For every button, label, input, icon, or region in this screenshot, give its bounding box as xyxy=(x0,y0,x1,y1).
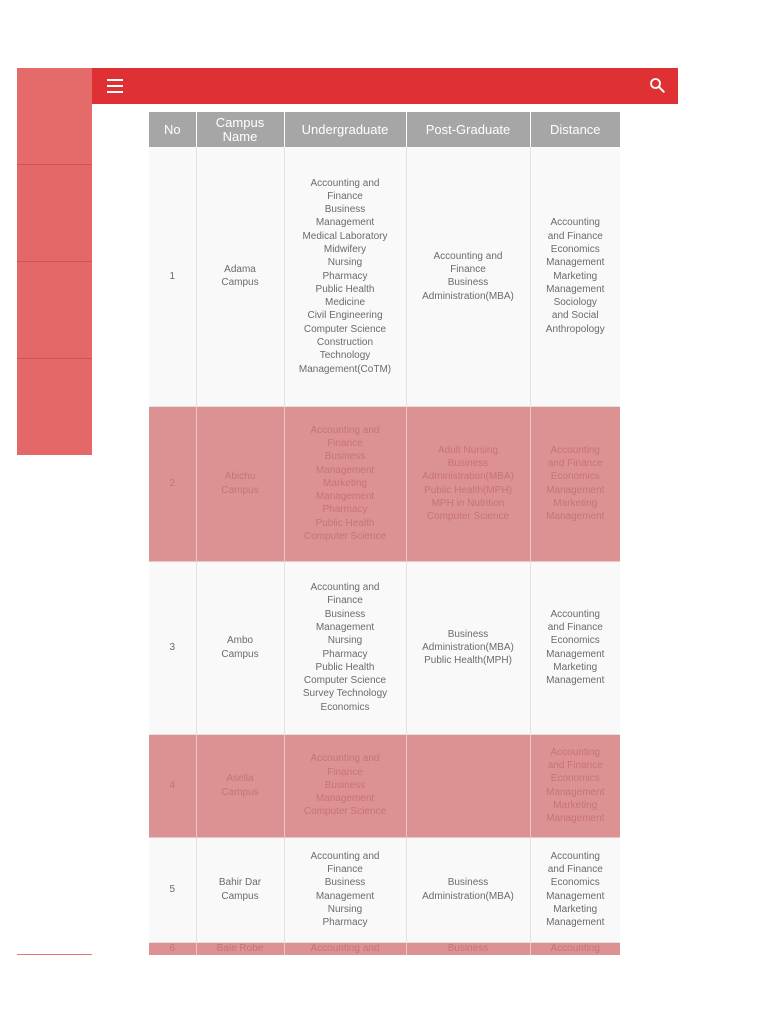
row-number-cell: 3 xyxy=(149,561,196,734)
cell-text-line: Business xyxy=(447,277,489,289)
cell-text-line: Management xyxy=(315,464,375,476)
cell-text-line: Business xyxy=(447,877,489,889)
undergraduate-cell xyxy=(284,942,406,955)
cell-text-line: Administration(MBA) xyxy=(422,890,514,902)
header-undergraduate: Undergraduate xyxy=(284,112,406,147)
undergraduate-cell xyxy=(284,147,406,406)
cell-text-line: Business xyxy=(324,779,366,791)
row-number-cell: 5 xyxy=(149,837,196,942)
table-row xyxy=(149,734,620,837)
cell-text-line: Technology xyxy=(319,350,371,362)
cell-text-line: Economics xyxy=(550,773,600,785)
cell-text-line: Management(CoTM) xyxy=(298,363,392,375)
cell-text-line: Management xyxy=(546,257,605,269)
cell-text-line: Computer Science xyxy=(303,675,387,687)
cell-text-line: Finance xyxy=(327,863,363,875)
cell-text-line: Civil Engineering xyxy=(307,310,383,322)
campus-name-cell xyxy=(196,837,284,942)
cell-text-line: Economics xyxy=(320,701,370,713)
cell-text-line: Business xyxy=(324,877,366,889)
cell-text-line: Asella xyxy=(226,773,254,785)
campus-name-cell xyxy=(196,734,284,837)
cell-text-line: and Finance xyxy=(547,621,603,633)
table-row xyxy=(149,406,620,561)
cell-text-line: Management xyxy=(546,484,605,496)
postgraduate-cell xyxy=(406,942,530,955)
cell-text-line: Management xyxy=(546,813,605,825)
cell-text-line: Management xyxy=(315,793,375,805)
cell-text-line: Finance xyxy=(450,263,486,275)
cell-text-line: Marketing xyxy=(553,799,598,811)
distance-cell xyxy=(530,406,620,561)
cell-text-line: Construction xyxy=(316,337,374,349)
undergraduate-cell xyxy=(284,561,406,734)
distance-cell xyxy=(530,561,620,734)
postgraduate-cell xyxy=(406,561,530,734)
cell-text-line: Sociology xyxy=(553,297,597,309)
cell-text-line: Public Health xyxy=(315,517,375,529)
sidebar-tile[interactable] xyxy=(17,359,92,455)
cell-text-line: Management xyxy=(546,890,605,902)
cell-text-line: Marketing xyxy=(553,497,598,509)
cell-text-line: Management xyxy=(546,283,605,295)
cell-text-line: Accounting and xyxy=(310,753,380,765)
cell-text-line: Accounting and xyxy=(310,582,380,594)
cell-text-line: Economics xyxy=(550,635,600,647)
cell-text-line: Management xyxy=(315,491,375,503)
cell-text-line: Accounting xyxy=(550,444,600,456)
cell-text-line: Abichu xyxy=(224,471,256,483)
cell-text-line: Accounting and xyxy=(310,424,380,436)
row-number-cell: 2 xyxy=(149,406,196,561)
cell-text-line: Pharmacy xyxy=(322,917,368,929)
cell-text-line: Finance xyxy=(327,190,363,202)
cell-text-line: Computer Science xyxy=(426,511,510,523)
cell-text-line: and Social xyxy=(551,310,599,322)
cell-text-line: Management xyxy=(546,917,605,929)
cell-text-line: Finance xyxy=(327,766,363,778)
distance-cell xyxy=(530,734,620,837)
distance-cell xyxy=(530,837,620,942)
cell-text-line: Management xyxy=(546,511,605,523)
distance-cell xyxy=(530,147,620,406)
hamburger-menu-icon[interactable] xyxy=(107,79,123,93)
cell-text-line: Medical Laboratory xyxy=(302,230,388,242)
cell-text-line: Public Health xyxy=(315,283,375,295)
table-row xyxy=(149,837,620,942)
sidebar-tile[interactable] xyxy=(17,262,92,359)
table-header-row xyxy=(149,112,620,147)
cell-text-line: Adult Nursing xyxy=(437,444,499,456)
cell-text-line: Computer Science xyxy=(303,531,387,543)
cell-text-line: Nursing xyxy=(327,257,363,269)
cell-text-line: Public Health xyxy=(315,661,375,673)
cell-text-line: Economics xyxy=(550,471,600,483)
table-row xyxy=(149,942,620,955)
cell-text-line: Ambo xyxy=(226,635,254,647)
cell-text-line: Finance xyxy=(327,437,363,449)
row-number-cell: 1 xyxy=(149,147,196,406)
cell-text-line: Administration(MBA) xyxy=(422,290,514,302)
cell-text-line: Nursing xyxy=(327,635,363,647)
cell-text-line: Management xyxy=(315,621,375,633)
cell-text-line: Business xyxy=(324,451,366,463)
cell-text-line: Accounting xyxy=(550,217,600,229)
cell-text-line: Bahir Dar xyxy=(218,877,262,889)
cell-text-line: Accounting and xyxy=(433,250,503,262)
campus-name-cell xyxy=(196,147,284,406)
cell-text-line: Pharmacy xyxy=(322,648,368,660)
campus-name-cell xyxy=(196,942,284,955)
sidebar-tile[interactable] xyxy=(17,165,92,262)
cell-text-line: MPH in Nutrition xyxy=(431,497,505,509)
cell-text-line: Economics xyxy=(550,244,600,255)
sidebar-tile[interactable] xyxy=(17,68,92,165)
postgraduate-cell xyxy=(406,734,530,837)
cell-text-line: Finance xyxy=(327,595,363,607)
cell-text-line: Management xyxy=(546,675,605,687)
table-row xyxy=(149,147,620,406)
header-campus-name: Campus Name xyxy=(196,112,284,147)
cell-text-line: Computer Science xyxy=(303,806,387,818)
row-number-cell: 4 xyxy=(149,734,196,837)
cell-text-line: Management xyxy=(546,648,605,660)
cell-text-line: Campus xyxy=(221,484,259,496)
cell-text-line: Adama xyxy=(224,263,256,275)
cell-text-line: and Finance xyxy=(547,759,603,771)
cell-text-line: Campus xyxy=(221,890,259,902)
table-row xyxy=(149,561,620,734)
campus-name-cell xyxy=(196,406,284,561)
cell-text-line: Computer Science xyxy=(303,323,387,335)
distance-cell xyxy=(530,942,620,955)
cell-text-line: Accounting xyxy=(550,850,600,862)
cell-text-line: Campus xyxy=(221,648,259,660)
cell-text-line: and Finance xyxy=(547,863,603,875)
cell-text-line: Campus xyxy=(221,277,259,289)
cell-text-line: Administration(MBA) xyxy=(422,471,514,483)
cell-text-line: Economics xyxy=(550,877,600,889)
cell-text-line: Midwifery xyxy=(323,244,367,255)
cell-text-line: Business xyxy=(447,628,489,640)
cell-text-line: Accounting xyxy=(550,608,600,620)
cell-text-line: Administration(MBA) xyxy=(422,641,514,653)
campus-name-cell xyxy=(196,561,284,734)
header-post-graduate: Post-Graduate xyxy=(406,112,530,147)
cell-text-line: Campus xyxy=(221,786,259,798)
header-distance: Distance xyxy=(530,112,620,147)
campus-programs-table-container xyxy=(149,112,620,955)
sidebar-divider xyxy=(17,954,92,955)
cell-text-line: Business xyxy=(324,608,366,620)
cell-text-line: Pharmacy xyxy=(322,504,368,516)
header-no: No xyxy=(149,112,196,147)
cell-text-line: Business xyxy=(324,204,366,216)
cell-text-line: Bale Robe xyxy=(216,942,264,954)
cell-text-line: Management xyxy=(315,890,375,902)
cell-text-line: Management xyxy=(315,217,375,229)
cell-text-line: Accounting and xyxy=(310,850,380,862)
cell-text-line: Pharmacy xyxy=(322,270,368,282)
cell-text-line: Business xyxy=(447,942,489,954)
row-number-cell: 6 xyxy=(149,942,196,955)
postgraduate-cell xyxy=(406,406,530,561)
cell-text-line: Nursing xyxy=(327,903,363,915)
cell-text-line: Public Health(MPH) xyxy=(424,484,512,496)
campus-programs-table xyxy=(149,112,620,955)
cell-text-line: Accounting and xyxy=(310,942,380,954)
cell-text-line: Medicine xyxy=(324,297,366,309)
cell-text-line: Business xyxy=(447,457,489,469)
cell-text-line: Anthropology xyxy=(545,323,605,335)
cell-text-line: Accounting xyxy=(550,746,600,758)
cell-text-line: Survey Technology xyxy=(302,688,388,700)
search-icon[interactable] xyxy=(648,76,666,94)
cell-text-line: and Finance xyxy=(547,457,603,469)
cell-text-line: Marketing xyxy=(553,903,598,915)
cell-text-line: Accounting and xyxy=(310,177,380,189)
cell-text-line: and Finance xyxy=(547,230,603,242)
undergraduate-cell xyxy=(284,837,406,942)
cell-text-line: Management xyxy=(546,786,605,798)
undergraduate-cell xyxy=(284,734,406,837)
cell-text-line: Marketing xyxy=(553,661,598,673)
cell-text-line: Marketing xyxy=(323,477,367,489)
cell-text-line: Accounting xyxy=(550,942,600,954)
postgraduate-cell xyxy=(406,837,530,942)
undergraduate-cell xyxy=(284,406,406,561)
postgraduate-cell xyxy=(406,147,530,406)
top-app-bar xyxy=(92,68,678,104)
cell-text-line: Marketing xyxy=(553,270,598,282)
cell-text-line: Public Health(MPH) xyxy=(424,655,512,667)
